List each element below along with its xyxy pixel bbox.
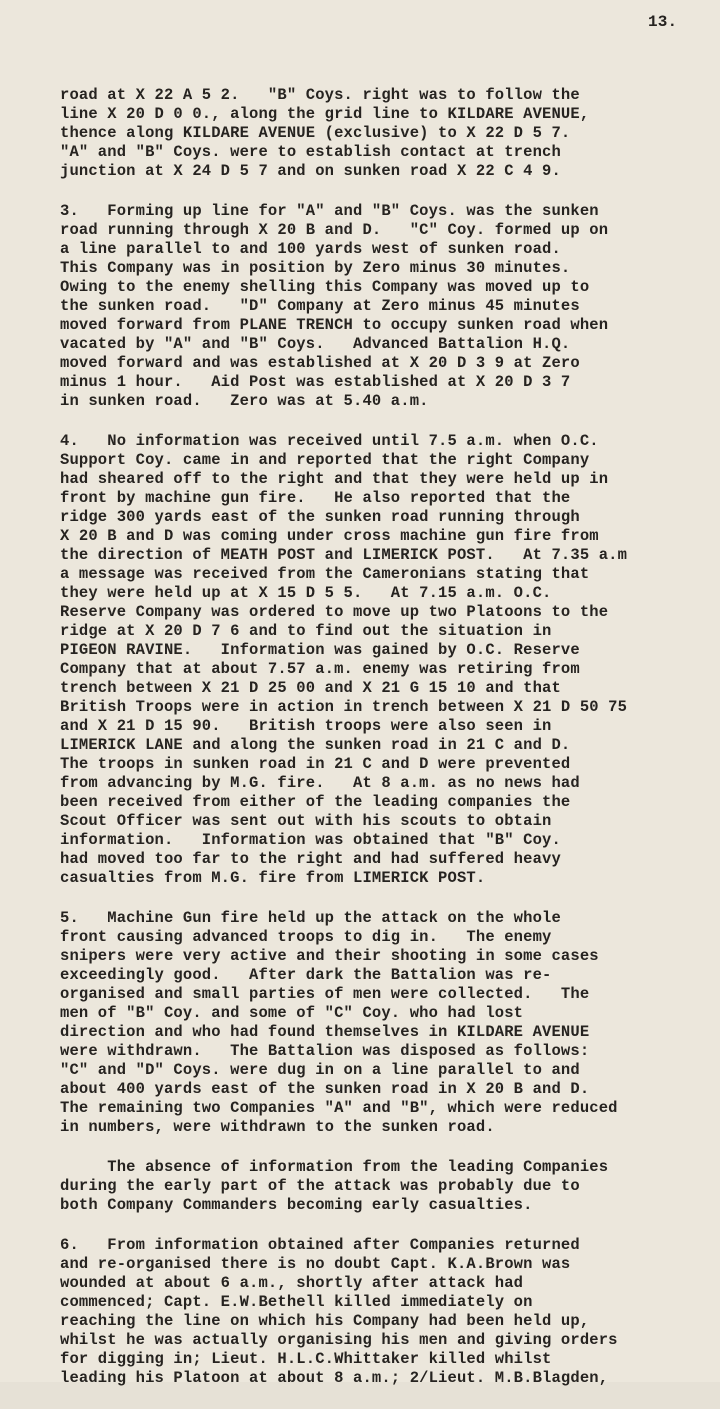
text-line: organised and small parties of men were collected. The [60,985,590,1003]
text-line: snipers were very active and their shooting in some cases [60,947,599,965]
paragraph-para-5b [60,1158,710,1215]
paragraph-para-5 [60,909,710,1137]
text-line: Owing to the enemy shelling this Company was moved up to [60,278,590,296]
text-line: men of "B" Coy. and some of "C" Coy. who had lost [60,1004,524,1022]
text-line: wounded at about 6 a.m., shortly after attack had [60,1274,524,1292]
text-line: PIGEON RAVINE. Information was gained by O.C. Reserve [60,641,580,659]
text-line: during the early part of the attack was probably due to [60,1177,580,1195]
text-line: Company that at about 7.57 a.m. enemy was retiring from [60,660,580,678]
text-line: "C" and "D" Coys. were dug in on a line parallel to and [60,1061,580,1079]
text-line: junction at X 24 D 5 7 and on sunken road X 22 C 4 9. [60,162,561,180]
text-line: had moved too far to the right and had suffered heavy [60,850,561,868]
text-line: moved forward and was established at X 20 D 3 9 at Zero [60,354,580,372]
text-line: reaching the line on which his Company had been held up, [60,1312,590,1330]
paragraph-para-4 [60,432,710,888]
text-line: The absence of information from the leading Companies [60,1158,609,1176]
text-line: road running through X 20 B and D. "C" Coy. formed up on [60,221,609,239]
text-line: vacated by "A" and "B" Coys. Advanced Battalion H.Q. [60,335,571,353]
text-line: and X 21 D 15 90. British troops were also seen in [60,717,552,735]
text-line: Support Coy. came in and reported that the right Company [60,451,590,469]
text-line: both Company Commanders becoming early casualties. [60,1196,533,1214]
text-line: minus 1 hour. Aid Post was established at X 20 D 3 7 [60,373,571,391]
text-line: in sunken road. Zero was at 5.40 a.m. [60,392,429,410]
text-line: about 400 yards east of the sunken road in X 20 B and D. [60,1080,590,1098]
text-line: for digging in; Lieut. H.L.C.Whittaker killed whilst [60,1350,552,1368]
text-line: and re-organised there is no doubt Capt. K.A.Brown was [60,1255,571,1273]
text-line: moved forward from PLANE TRENCH to occupy sunken road when [60,316,609,334]
text-line: front causing advanced troops to dig in. The enemy [60,928,552,946]
text-line: exceedingly good. After dark the Battalion was re- [60,966,552,984]
text-line: the sunken road. "D" Company at Zero minus 45 minutes [60,297,580,315]
text-line: leading his Platoon at about 8 a.m.; 2/Lieut. M.B.Blagden, [60,1369,609,1387]
text-line: The troops in sunken road in 21 C and D were prevented [60,755,571,773]
text-line: from advancing by M.G. fire. At 8 a.m. as no news had [60,774,580,792]
text-line: Reserve Company was ordered to move up two Platoons to the [60,603,609,621]
text-line: This Company was in position by Zero minus 30 minutes. [60,259,571,277]
text-line: the direction of MEATH POST and LIMERICK POST. At 7.35 a.m [60,546,628,564]
text-line: front by machine gun fire. He also reported that the [60,489,571,507]
text-line: ridge at X 20 D 7 6 and to find out the situation in [60,622,552,640]
text-line: road at X 22 A 5 2. "B" Coys. right was to follow the [60,86,580,104]
text-line: had sheared off to the right and that they were held up in [60,470,609,488]
text-line: British Troops were in action in trench between X 21 D 50 75 [60,698,628,716]
text-line: a message was received from the Cameronians stating that [60,565,590,583]
text-line: "A" and "B" Coys. were to establish contact at trench [60,143,561,161]
text-line: 3. Forming up line for "A" and "B" Coys. was the sunken [60,202,599,220]
text-line: ridge 300 yards east of the sunken road running through [60,508,580,526]
text-line: were withdrawn. The Battalion was disposed as follows: [60,1042,590,1060]
text-line: they were held up at X 15 D 5 5. At 7.15 a.m. O.C. [60,584,552,602]
text-line: 5. Machine Gun fire held up the attack on the whole [60,909,561,927]
text-line: been received from either of the leading companies the [60,793,571,811]
text-line: The remaining two Companies "A" and "B", which were reduced [60,1099,618,1117]
paragraph-para-6 [60,1236,710,1388]
paragraph-continuation [60,86,710,181]
text-line: line X 20 D 0 0., along the grid line to KILDARE AVENUE, [60,105,590,123]
document-body [60,86,710,1409]
page-number: 13. [648,13,678,31]
text-line: 4. No information was received until 7.5 a.m. when O.C. [60,432,599,450]
text-line: in numbers, were withdrawn to the sunken road. [60,1118,495,1136]
paragraph-para-3 [60,202,710,411]
text-line: direction and who had found themselves in KILDARE AVENUE [60,1023,590,1041]
text-line: X 20 B and D was coming under cross machine gun fire from [60,527,599,545]
text-line: casualties from M.G. fire from LIMERICK POST. [60,869,486,887]
text-line: information. Information was obtained that "B" Coy. [60,831,561,849]
text-line: Scout Officer was sent out with his scouts to obtain [60,812,552,830]
text-line: whilst he was actually organising his men and giving orders [60,1331,618,1349]
text-line: a line parallel to and 100 yards west of sunken road. [60,240,561,258]
text-line: commenced; Capt. E.W.Bethell killed immediately on [60,1293,533,1311]
text-line: LIMERICK LANE and along the sunken road in 21 C and D. [60,736,571,754]
text-line: trench between X 21 D 25 00 and X 21 G 15 10 and that [60,679,561,697]
text-line: 6. From information obtained after Companies returned [60,1236,580,1254]
text-line: thence along KILDARE AVENUE (exclusive) to X 22 D 5 7. [60,124,571,142]
